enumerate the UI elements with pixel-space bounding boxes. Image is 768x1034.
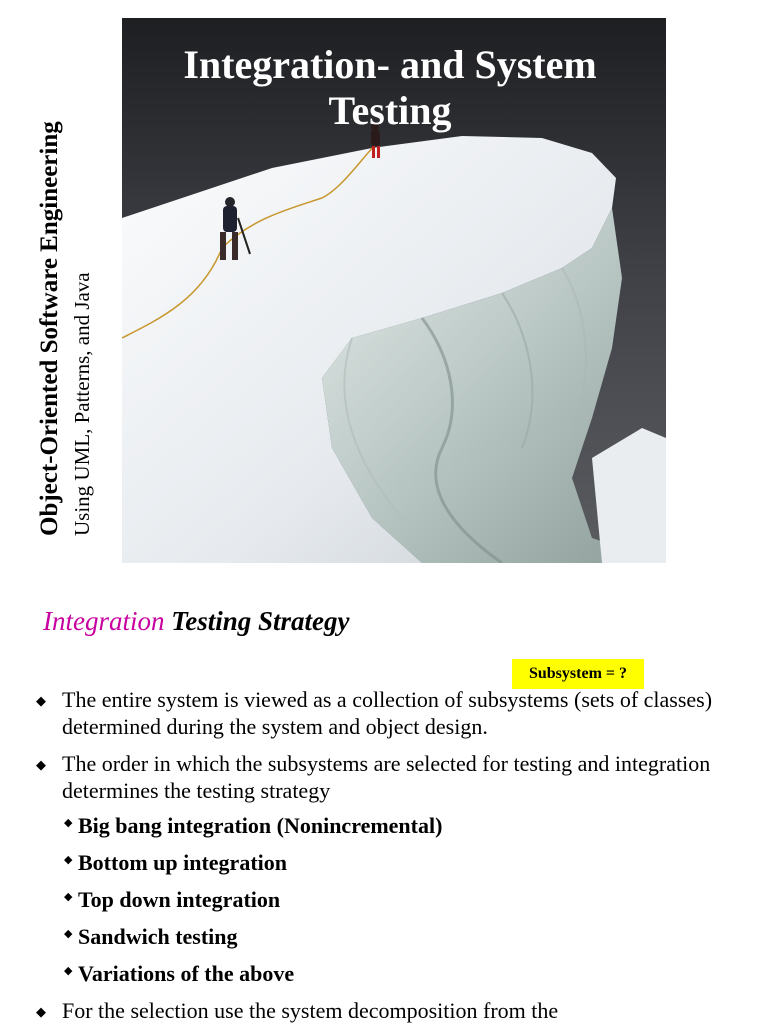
strategy-item: ◆ Sandwich testing — [62, 923, 756, 950]
strategy-item: ◆ Variations of the above — [62, 960, 756, 987]
mountain-photo — [122, 18, 666, 563]
bullet-item — [36, 750, 756, 987]
bullet-text: The entire system is viewed as a collection of subsystems (sets of classes) determined during the system and object design. — [62, 687, 713, 739]
heading-rest: Testing Strategy — [164, 606, 350, 636]
bullet-item — [36, 686, 756, 740]
heading-accent: Integration — [43, 606, 165, 636]
slide-title — [122, 42, 658, 134]
strategy-list — [62, 812, 756, 987]
strategy-item: ◆ Top down integration — [62, 886, 756, 913]
slide-title-line2: Testing — [328, 88, 452, 133]
bullet-text: For the selection use the system decomposition from the — [62, 998, 559, 1023]
strategy-item: ◆ Big bang integration (Nonincremental) — [62, 812, 756, 839]
section-heading — [43, 606, 350, 637]
bullet-list — [36, 686, 756, 1034]
side-title: Object-Oriented Software Engineering — [36, 121, 63, 536]
slide-title-line1: Integration- and System — [183, 42, 597, 87]
bullet-text: The order in which the subsystems are selected for testing and integration determines the testing strategy — [62, 751, 711, 803]
subsystem-callout: Subsystem = ? — [512, 659, 644, 689]
side-subtitle: Using UML, Patterns, and Java — [70, 272, 94, 536]
bullet-item — [36, 997, 756, 1024]
strategy-item: ◆ Bottom up integration — [62, 849, 756, 876]
